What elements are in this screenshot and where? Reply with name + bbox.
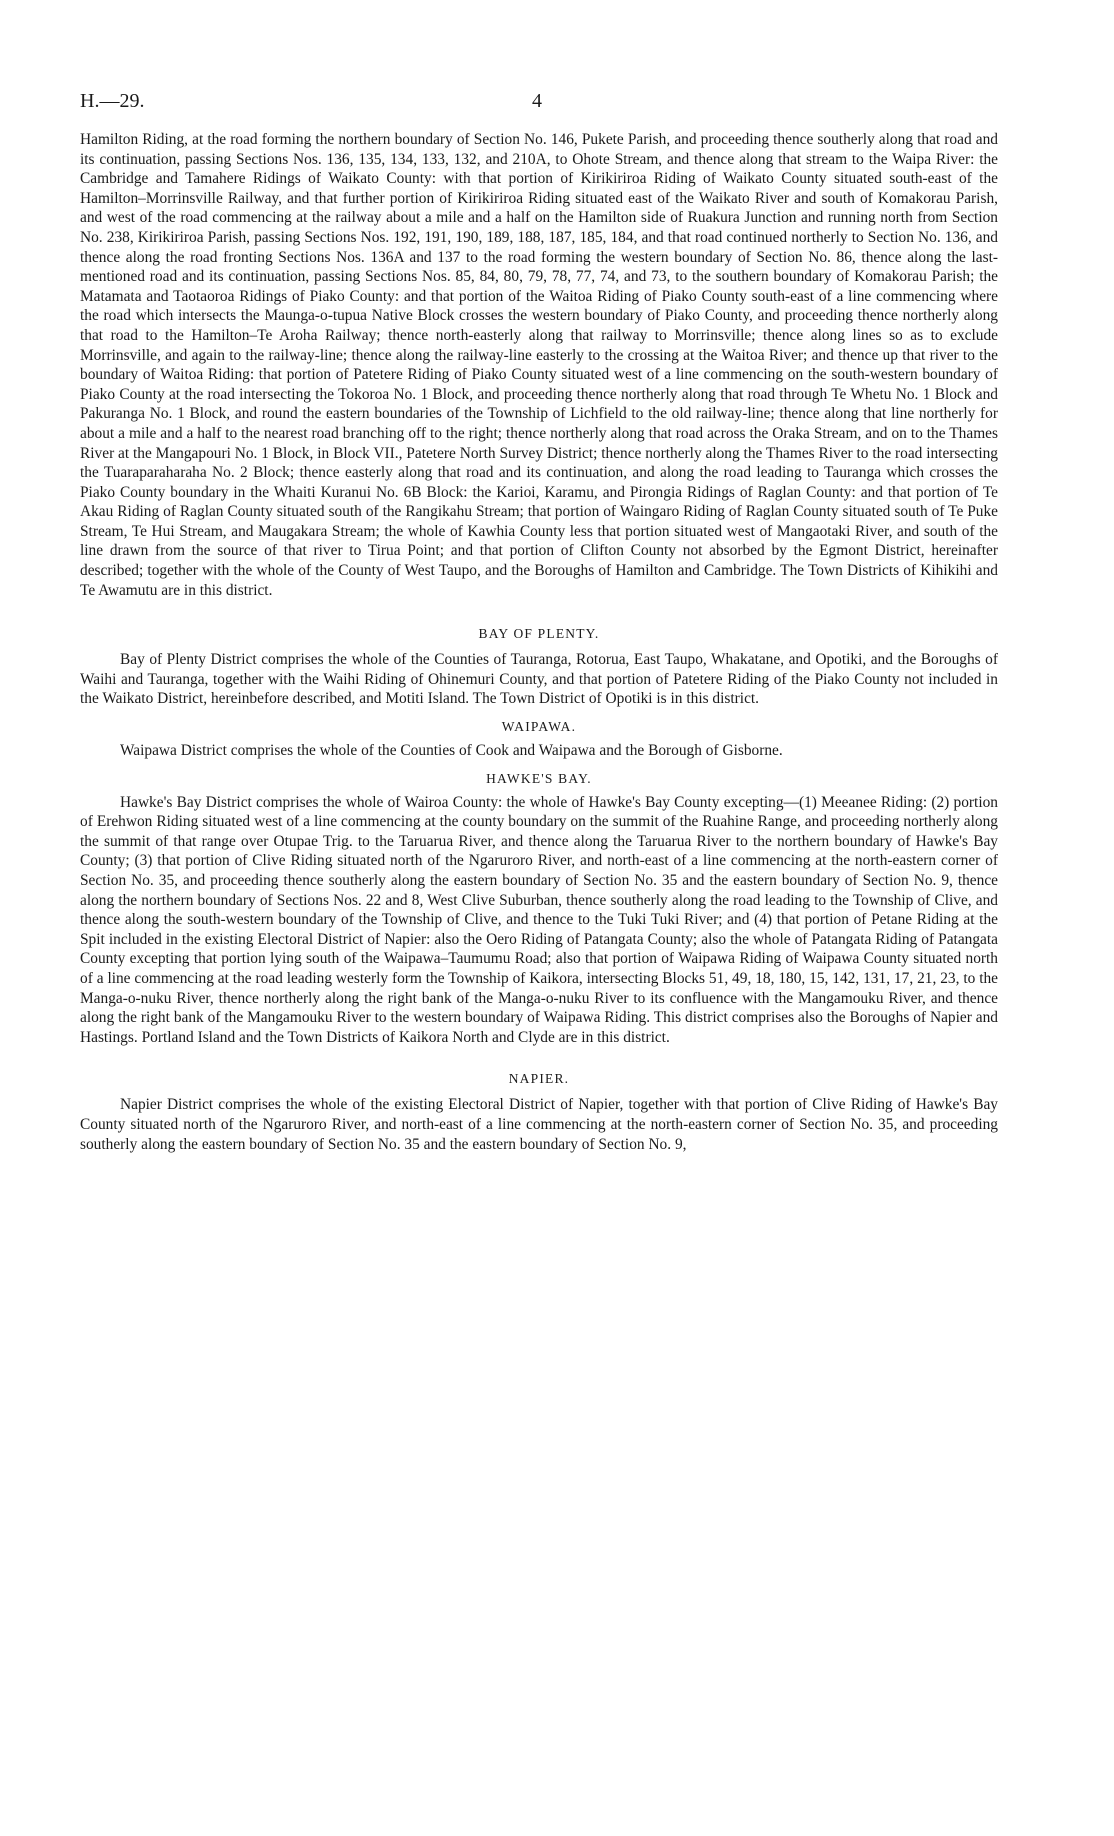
page-header xyxy=(80,90,998,130)
intro-paragraph: Hamilton Riding, at the road forming the northern boundary of Section No. 146, Pukete Parish, and proceeding thence southerly along that road and its continuation, passing Sections Nos. 136, 135, 134, 133, 132, and 210A, to Ohote Stream, and thence along that stream to the Waipa River: the Cambridge and Tamahere Ridings of Waikato County: with that portion of Kirikiriroa Riding of Waikato County situated south-east of the Hamilton–Morrinsville Railway, and that further portion of Kirikiriroa Riding situated east of the Waikato River and south of Komakorau Parish, and west of the road commencing at the railway about a mile and a half on the Hamilton side of Ruakura Junction and running north from Section No. 238, Kirikiriroa Parish, passing Sections Nos. 192, 191, 190, 189, 188, 187, 185, 184, and that road continued northerly to Section No. 136, and thence along the road fronting Sections Nos. 136A and 137 to the road forming the western boundary of Section No. 86, thence along the last-mentioned road and its continuation, passing Sections Nos. 85, 84, 80, 79, 78, 77, 74, and 73, to the southern boundary of Komakorau Parish; the Matamata and Taotaoroa Ridings of Piako County: and that portion of the Waitoa Riding of Piako County south-east of a line commencing where the road which intersects the Maunga-o-tupua Native Block crosses the western boundary of Piako County, and proceeding thence northerly along that road to the Hamilton–Te Aroha Railway; thence north-easterly along that railway to Morrinsville; thence along lines so as to exclude Morrinsville, and again to the railway-line; thence along the railway-line easterly to the crossing at the Waitoa River; and thence up that river to the boundary of Waitoa Riding: that portion of Patetere Riding of Piako County situated west of a line commencing on the south-western boundary of Piako County at the road intersecting the Tokoroa No. 1 Block, and proceeding thence northerly along that road through Te Whetu No. 1 Block and Pakuranga No. 1 Block, and round the eastern boundaries of the Township of Lichfield to the old railway-line; thence along that line northerly for about a mile and a half to the nearest road branching off to the right; thence northerly along that road across the Oraka Stream, and on to the Thames River at the Mangapouri No. 1 Block, in Block VII., Patetere North Survey District; thence northerly along the Thames River to the road intersecting the Tuaraparaharaha No. 2 Block; thence easterly along that road and its continuation, and along the road leading to Tauranga which crosses the Piako County boundary in the Whaiti Kuranui No. 6B Block: the Karioi, Karamu, and Pirongia Ridings of Raglan County: and that portion of Te Akau Riding of Raglan County situated south of the Rangikahu Stream; that portion of Waingaro Riding of Raglan County situated south of Te Puke Stream, Te Hui Stream, and Maugakara Stream; the whole of Kawhia County less that portion situated west of Mangaotaki River, and south of the line drawn from the source of that river to Tirua Point; and that portion of Clifton County not absorbed by the Egmont District, hereinafter described; together with the whole of the County of West Taupo, and the Boroughs of Hamilton and Cambridge. The Town Districts of Kihikihi and Te Awamutu are in this district. xyxy=(80,131,998,599)
section-text-napier: Napier District comprises the whole of the existing Electoral District of Napier, together with that portion of Clive Riding of Hawke's Bay County situated north of the Ngaruroro River, and north-east of a line commencing at the north-eastern corner of Section No. 35, and proceeding southerly along the eastern boundary of Section No. 35 and the eastern boundary of Section No. 9, xyxy=(80,1096,998,1153)
section-text-bay-of-plenty: Bay of Plenty District comprises the whole of the Counties of Tauranga, Rotorua, East Taupo, Whakatane, and Opotiki, and the Boroughs of Waihi and Tauranga, together with the Waihi Riding of Ohinemuri County, and that portion of Patetere Riding of the Piako County not included in the Waikato District, hereinbefore described, and Motiti Island. The Town District of Opotiki is in this district. xyxy=(80,651,998,708)
section-text-hawkes-bay: Hawke's Bay District comprises the whole of Wairoa County: the whole of Hawke's Bay County excepting—(1) Meeanee Riding: (2) portion of Erehwon Riding situated west of a line commencing at the county boundary on the summit of the Ruahine Range, and proceeding northerly along the summit of that range over Otupae Trig. to the Taruarua River, and thence along the Taruarua River to the northern boundary of Hawke's Bay County; (3) that portion of Clive Riding situated north of the Ngaruroro River, and north-east of a line commencing at the north-eastern corner of Section No. 35, and proceeding thence southerly along the eastern boundary of Section No. 35 and the eastern boundary of Section No. 9, thence along the northern boundary of Sections Nos. 22 and 8, West Clive Suburban, thence southerly along the road leading to the Township of Clive, and thence along the south-western boundary of the Township of Clive, and thence to the Tuki Tuki River; and (4) that portion of Petane Riding at the Spit included in the existing Electoral District of Napier: also the Oero Riding of Patangata County; also the whole of Patangata Riding of Patangata County excepting that portion lying south of the Waipawa–Taumumu Road; also that portion of Waipawa Riding of Waipawa County situated north of a line commencing at the road leading westerly form the Township of Kaikora, intersecting Blocks 51, 49, 18, 180, 15, 142, 131, 17, 21, 23, to the Manga-o-nuku River, thence northerly along the right bank of the Manga-o-nuku River to its confluence with the Mangamouku River, and thence along the right bank of the Mangamouku River to the western boundary of Waipawa Riding. This district comprises also the Boroughs of Napier and Hastings. Portland Island and the Town Districts of Kaikora North and Clyde are in this district. xyxy=(80,793,998,1046)
document-identifier: H.—29. xyxy=(80,90,145,112)
section-text-waipawa: Waipawa District comprises the whole of the Counties of Cook and Waipawa and the Borough of Gisborne. xyxy=(120,742,783,760)
section-heading-bay-of-plenty: BAY OF PLENTY. xyxy=(478,626,600,642)
section-heading-hawkes-bay: HAWKE'S BAY. xyxy=(486,770,592,786)
document-page xyxy=(80,90,998,1154)
page-number: 4 xyxy=(532,90,542,112)
section-heading-waipawa: WAIPAWA. xyxy=(501,719,577,735)
section-heading-napier: NAPIER. xyxy=(508,1071,570,1087)
